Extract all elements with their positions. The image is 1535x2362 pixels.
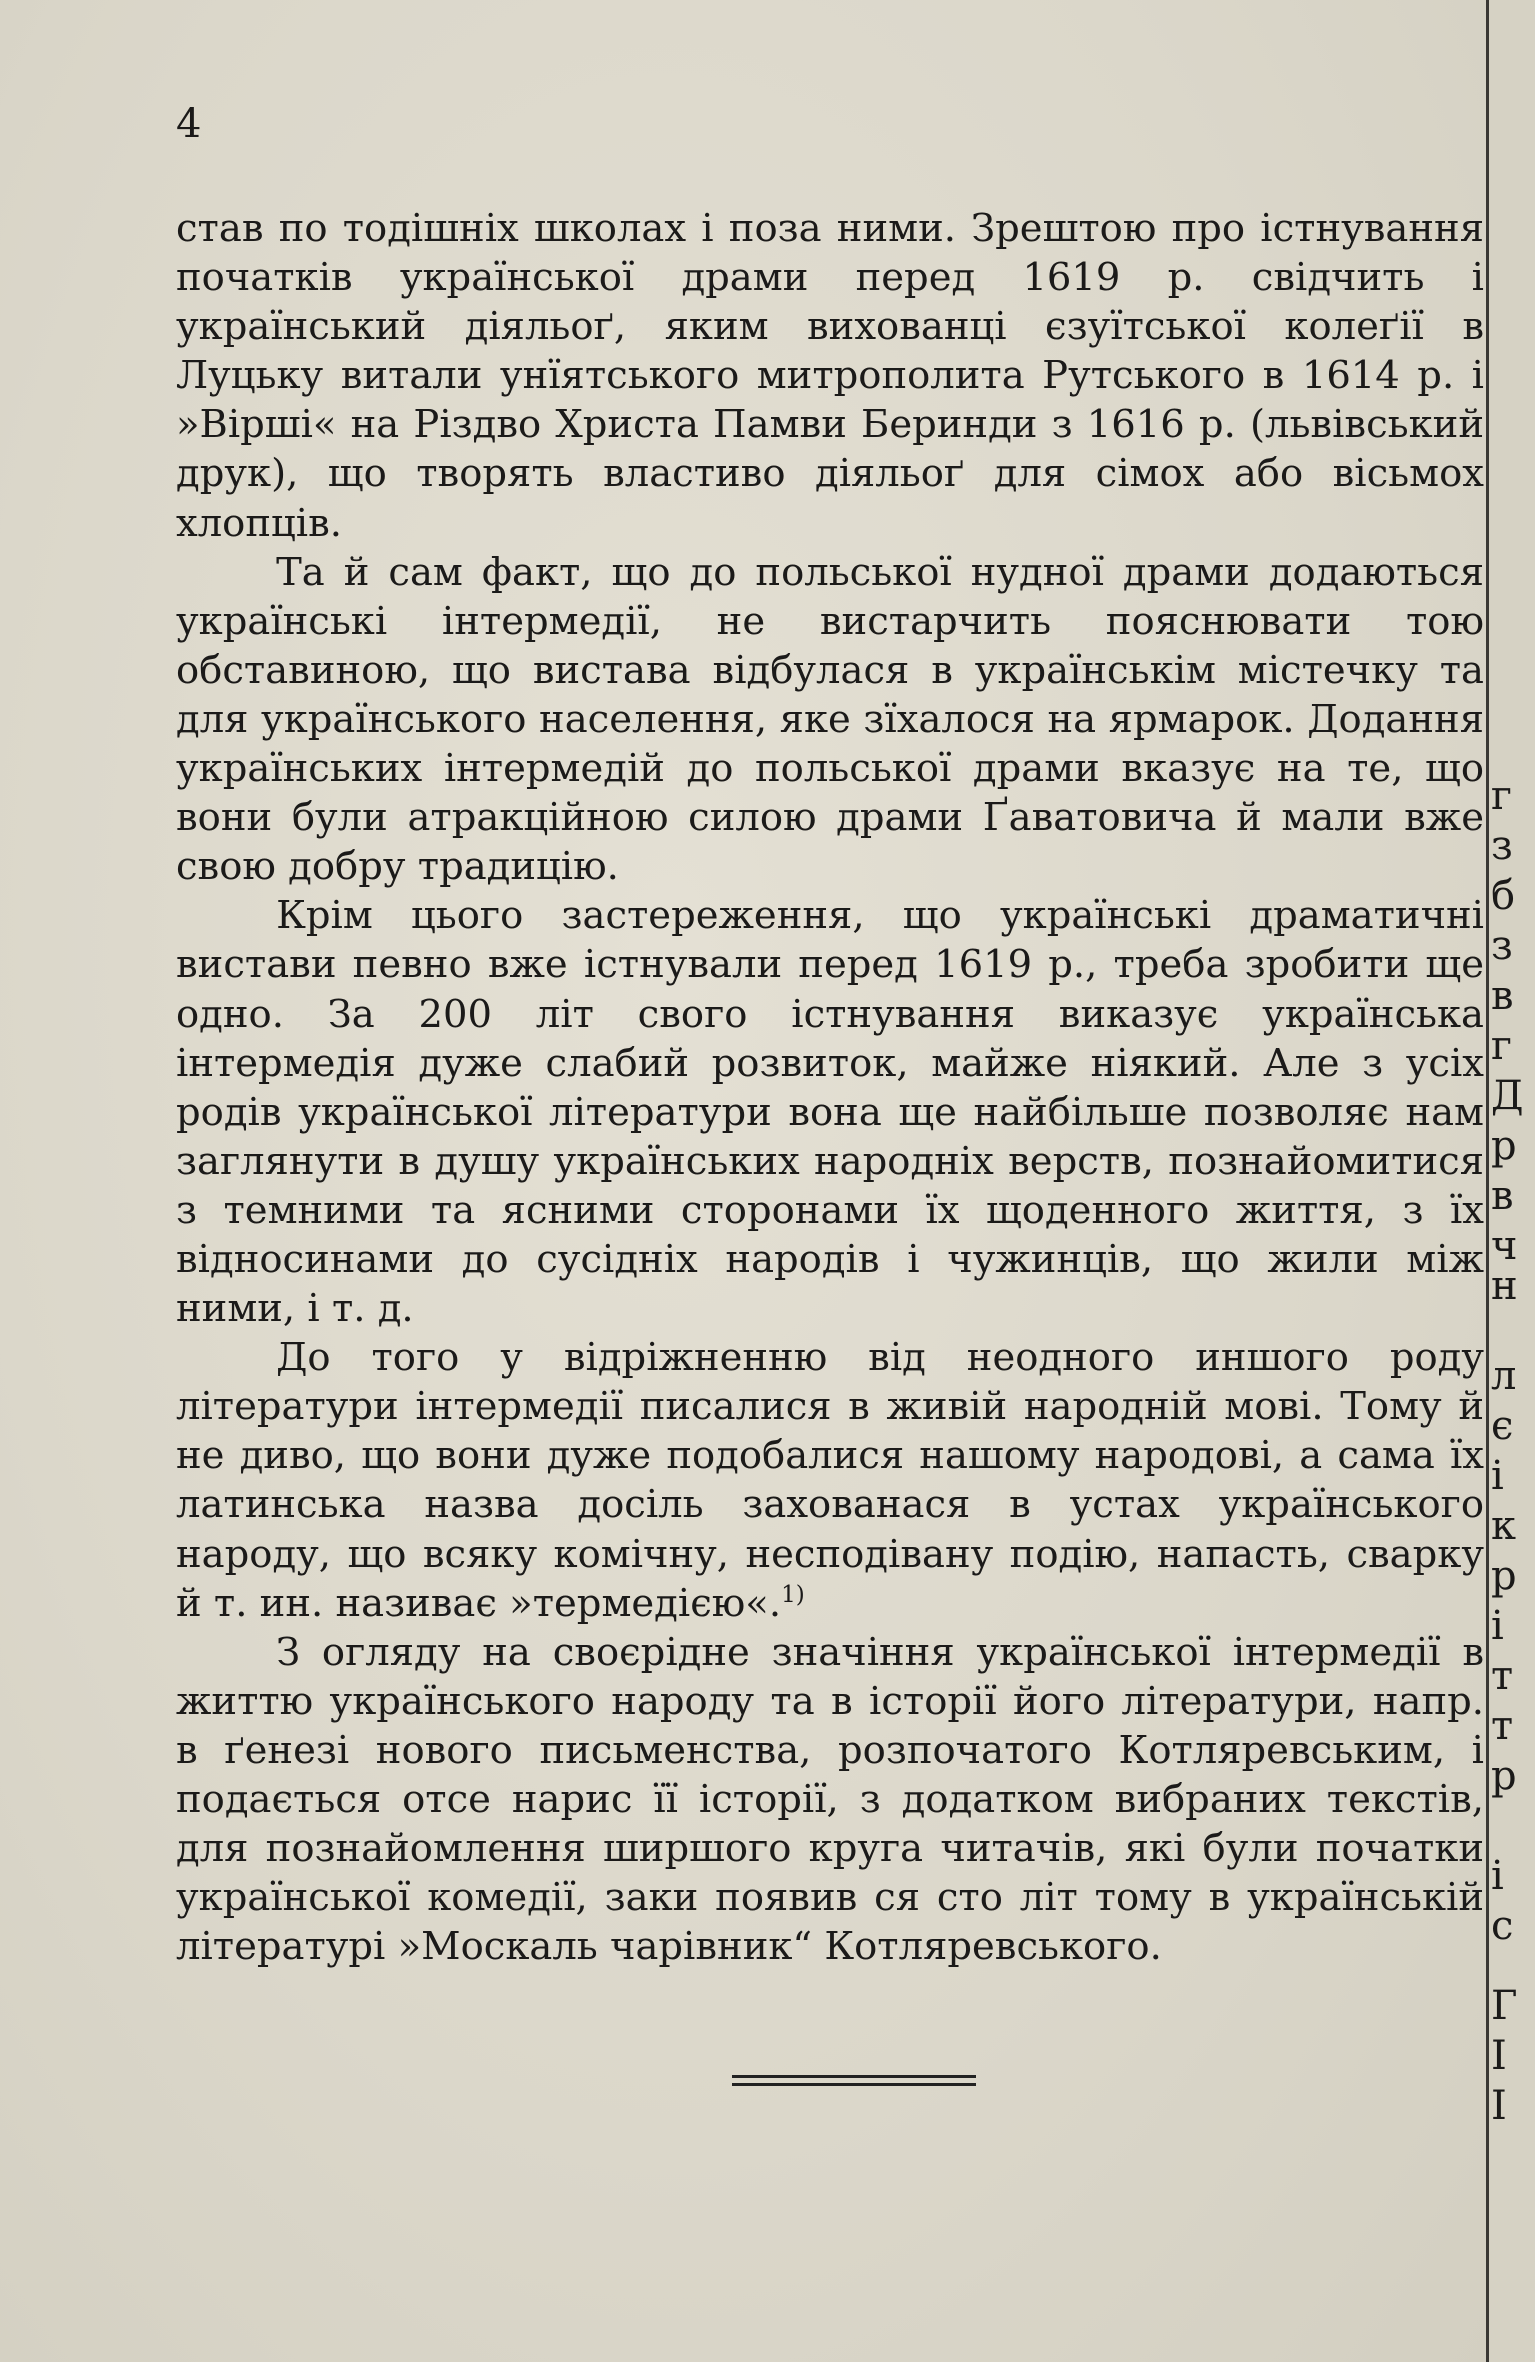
page-number: 4 xyxy=(176,101,202,147)
next-page-char: р xyxy=(1491,1553,1517,1599)
next-page-char: г xyxy=(1491,1023,1512,1069)
next-page-char: І xyxy=(1491,2083,1507,2129)
paragraph-2: Та й сам факт, що до польської нудної драми додаються українські інтермедії, не вистарчить пояснювати тою обставиною, що вистава відбулася в українськім містечку та для українського населення, яке зїхалося на ярмарок. Додання українських інтермедій до польської драми вказує на те, що вони були атракційною силою драми Ґаватовича й мали вже свою добру традицію. xyxy=(176,549,1484,890)
next-page-char: є xyxy=(1491,1403,1514,1449)
next-page-char: н xyxy=(1491,1263,1518,1309)
next-page-char: р xyxy=(1491,1753,1517,1799)
next-page-char: Г xyxy=(1491,1983,1518,2029)
next-page-char: с xyxy=(1491,1903,1514,1949)
next-page-char: г xyxy=(1491,773,1512,819)
body-text xyxy=(176,204,1484,1971)
next-page-char: ч xyxy=(1491,1223,1518,1269)
next-page-char: в xyxy=(1491,973,1514,1019)
next-page-char: і xyxy=(1491,1453,1504,1499)
next-page-char: з xyxy=(1491,823,1513,869)
next-page-edge xyxy=(1489,0,1535,2362)
end-rule-line-top xyxy=(732,2075,976,2078)
paragraph-4-text: До того у відріжненню від неодного иншого роду літератури інтермедії писалися в живій народній мові. Тому й не диво, що вони дуже подобалися нашому народові, а сама їх латинська назва досіль захованася в устах українського народу, що всяку комічну, несподівану подію, напасть, сварку й т. ин. називає »термедією«. xyxy=(176,1335,1484,1626)
next-page-char: в xyxy=(1491,1173,1514,1219)
paragraph-3: Крім цього застереження, що українські драматичні вистави певно вже істнували перед 1619 р., треба зробити ще одно. За 200 літ свого істнування виказує українська інтермедія дуже слабий розвиток, майже ніякий. Але з усіх родів української літератури вона ще найбільше позволяє нам заглянути в душу українських народніх верств, познайомитися з темними та ясними сторонами їх щоденного життя, з їх відносинами до сусідніх народів і чужинців, що жили між ними, і т. д. xyxy=(176,893,1484,1332)
next-page-char: і xyxy=(1491,1603,1504,1649)
next-page-char: і xyxy=(1491,1853,1504,1899)
next-page-char: б xyxy=(1491,873,1516,919)
next-page-char: І xyxy=(1491,2033,1507,2079)
next-page-char: р xyxy=(1491,1123,1517,1169)
next-page-char: т xyxy=(1491,1703,1514,1749)
next-page-char: з xyxy=(1491,923,1513,969)
paragraph-1: став по тодішніх школах і поза ними. Зрештою про істнування початків української драми перед 1619 р. свідчить і український діяльоґ, яким вихованці єзуїтської колеґії в Луцьку витали унїятського митрополита Рутського в 1614 р. і »Вірші« на Різдво Христа Памви Беринди з 1616 р. (львівський друк), що творять властиво діяльоґ для сімох або вісьмох хлопців. xyxy=(176,206,1484,546)
paragraph-4 xyxy=(176,1333,1484,1628)
footnote-marker: 1) xyxy=(781,1581,805,1608)
next-page-char: Д xyxy=(1491,1073,1524,1119)
next-page-char: л xyxy=(1491,1353,1517,1399)
next-page-char: т xyxy=(1491,1653,1514,1699)
end-rule xyxy=(732,2075,976,2087)
next-page-char: к xyxy=(1491,1503,1516,1549)
paragraph-5: З огляду на своєрідне значіння української інтермедії в життю українського народу та в історії його літератури, напр. в ґенезі нового письменства, розпочатого Котляревським, і подається отсе нарис її історії, з додатком вибраних текстів, для познайомлення ширшого круга читачів, які були початки української комедії, заки появив ся сто літ тому в українській літературі »Москаль чарівник“ Котляревського. xyxy=(176,1629,1484,1970)
end-rule-line-bottom xyxy=(732,2083,976,2086)
